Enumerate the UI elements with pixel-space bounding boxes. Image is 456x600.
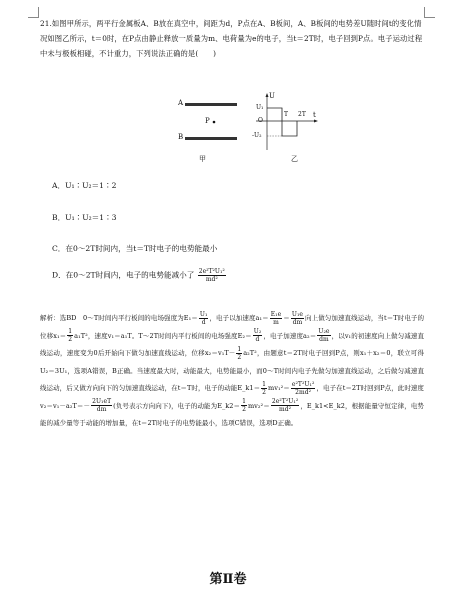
label-axis-u: U bbox=[269, 92, 275, 100]
analysis-fraction: $\frac{\text{U₁e}}{dm}$ bbox=[291, 310, 304, 326]
analysis-fraction: $\frac{\text{U₂e}}{dm}$ bbox=[318, 328, 330, 343]
figure-svg bbox=[170, 92, 320, 152]
crop-mark-top-right bbox=[424, 7, 435, 18]
analysis-text: a₂T²，由题意t＝2T时电子回到P点，则x₁＋x₂＝0，联立可得U₂＝3U₁，选项A错误，B正确。当速度最大时，动能最大，电势能最小，而0～T时间内电子先做匀加速直线运动，之后做匀减速直线运动，后又做方向向下的匀加速直线运动，在t＝T时，电子的动能E_k1＝ bbox=[40, 349, 424, 392]
label-point-p: P bbox=[205, 117, 210, 125]
plate-b bbox=[185, 137, 237, 140]
analysis-text: (负号表示方向向下)，电子的动能为E_k2＝ bbox=[113, 401, 241, 410]
option-d-fraction bbox=[198, 268, 226, 283]
option-c: C．在0～2T时间内，当t＝T时电子的电势能最小 bbox=[52, 244, 218, 253]
frac-num: 2e²T²U₁² bbox=[198, 268, 225, 275]
label-tick-2t: 2T bbox=[298, 111, 306, 118]
analysis-block bbox=[40, 310, 424, 433]
analysis-fraction: $\frac{1}{2}$ bbox=[262, 380, 267, 396]
label-axis-t: t bbox=[313, 111, 316, 119]
figure-area bbox=[170, 92, 320, 152]
section-title: 第Ⅱ卷 bbox=[209, 572, 247, 587]
label-neg-u2: -U₂ bbox=[252, 132, 262, 139]
plate-a bbox=[185, 103, 237, 106]
analysis-text: ，E_k1<E_k2，根据能量守恒定律，电势能的减少量等于动能的增加量，在t＝2T时电子的电势能最小，选项C错误，选项D正确。 bbox=[40, 401, 424, 427]
frac-den: md² bbox=[205, 276, 218, 283]
analysis-text: mv₂²＝ bbox=[247, 401, 270, 410]
label-plate-a: A bbox=[178, 99, 184, 107]
analysis-text: ＝ bbox=[283, 314, 290, 322]
analysis-text: ，电子加速度a₂＝ bbox=[263, 331, 317, 340]
point-p-dot bbox=[213, 121, 216, 124]
crop-mark-top-left bbox=[28, 7, 39, 18]
analysis-text: 解析：选BD 0～T时间内平行板间的电场强度为E₁＝ bbox=[40, 314, 198, 322]
caption-jia: 甲 bbox=[199, 155, 206, 163]
analysis-text: ，电子在t＝2T时回到P点，此时速度v₂＝v₁－a₂T＝－ bbox=[40, 384, 424, 410]
analysis-text: mv₁²＝ bbox=[268, 384, 290, 392]
option-d-text: D．在0～2T时间内，电子的电势能减小了 bbox=[52, 270, 195, 280]
analysis-fraction: $\frac{1}{2}$ bbox=[242, 398, 246, 413]
t-axis-arrow bbox=[314, 120, 318, 123]
question-stem: 21.如图甲所示，两平行金属板A、B放在真空中，间距为d，P点在A、B板间，A、B板间的电势差U随时间t的变化情况如图乙所示，t＝0时，在P点由静止释放一质量为m、电荷量为e的电子，当t＝2T时，电子回到P点。电子运动过程中未与极板相碰，不计重力，下列说法正确的是( ) bbox=[40, 19, 423, 58]
analysis-text: a₁T²，速度v₁＝a₁T。T～2T时间内平行板间的电场强度E₂＝ bbox=[74, 331, 252, 340]
analysis-fraction: $\frac{\text{2U₁eT}}{dm}$ bbox=[92, 398, 112, 413]
analysis-fraction: $\frac{\text{U₂}}{d}$ bbox=[253, 328, 262, 343]
label-tick-t: T bbox=[284, 111, 289, 118]
analysis-text: 向上做匀加速直线运动，当t＝T时电子的位移x₁＝ bbox=[40, 314, 425, 340]
analysis-fraction: $\frac{\text{e²T²U₁²}}{\text{2md²}}$ bbox=[291, 380, 315, 396]
label-origin: O bbox=[258, 117, 263, 124]
analysis-fraction: $\frac{\text{2e²T²U₁²}}{\text{md²}}$ bbox=[271, 398, 299, 413]
analysis-text: ，电子以加速度a₁＝ bbox=[209, 314, 269, 322]
analysis-fraction: $\frac{\text{E₁e}}{m}$ bbox=[270, 310, 282, 326]
analysis-fraction: $\frac{1}{2}$ bbox=[68, 328, 73, 343]
analysis-fraction: $\frac{1}{2}$ bbox=[237, 345, 242, 361]
analysis-text: ，以v₁的初速度向上做匀减速直线运动，速度变为0后开始向下做匀加速直线运动，位移x₂＝v₁T－ bbox=[40, 331, 425, 357]
option-a: A．U₁∶U₂＝1∶2 bbox=[52, 181, 117, 190]
caption-yi: 乙 bbox=[291, 155, 298, 163]
option-d bbox=[52, 268, 227, 283]
analysis-fraction: $\frac{\text{U₁}}{d}$ bbox=[199, 310, 208, 326]
option-b: B．U₁∶U₂＝1∶3 bbox=[52, 213, 117, 222]
label-u1: U₁ bbox=[256, 104, 264, 111]
label-plate-b: B bbox=[178, 133, 184, 141]
